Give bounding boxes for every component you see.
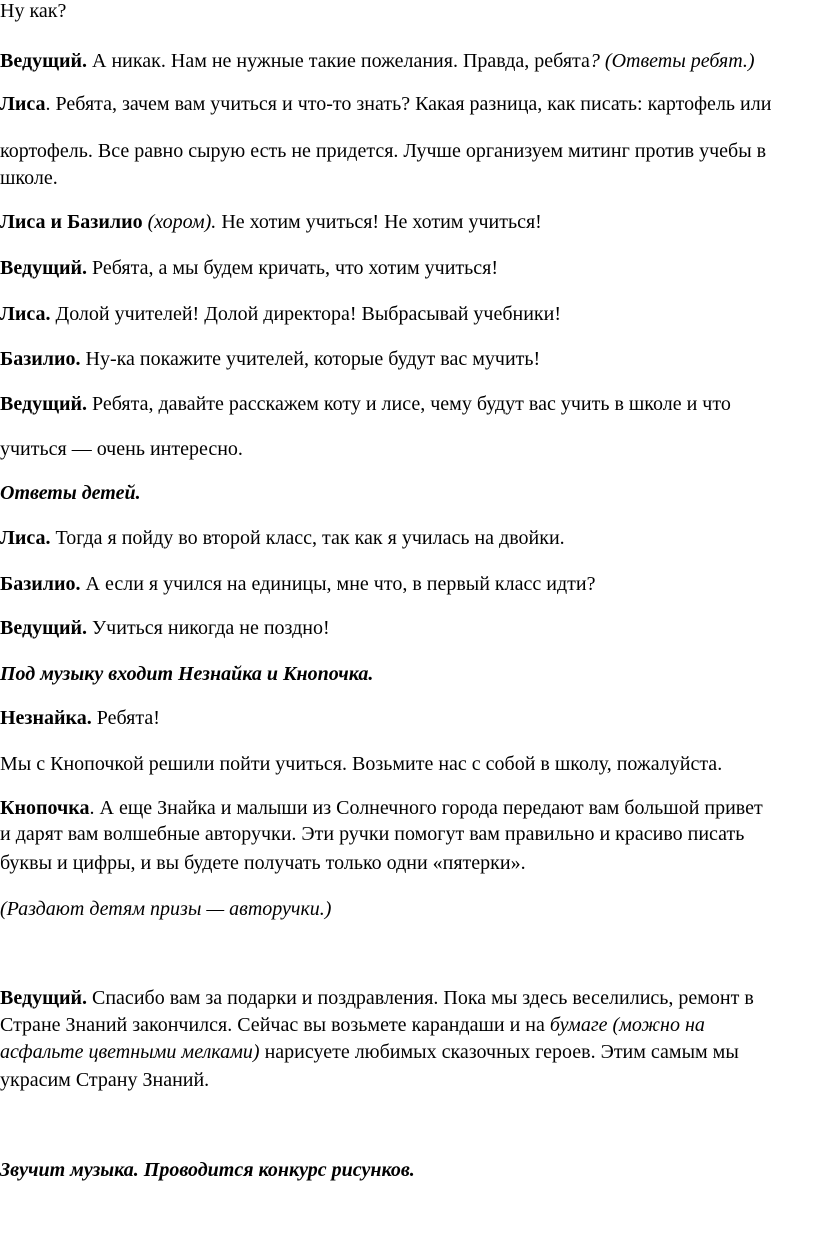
line-8-run-2: Долой учителей! Долой директора! Выбрасывай учебники! <box>50 303 561 325</box>
line-24-run-1: Стране Знаний закончился. Сейчас вы возьмете карандаши и на <box>0 1014 550 1036</box>
line-20-run-1: и дарят вам волшебные авторучки. Эти ручки помогут вам правильно и красиво писать <box>0 823 745 845</box>
line-9-run-1: Базилио. <box>0 348 81 370</box>
line-9-run-2: Ну-ка покажите учителей, которые будут вас мучить! <box>80 348 541 370</box>
line-13 <box>0 526 565 550</box>
line-3-run-2: . Ребята, зачем вам учиться и что-то знать? Какая разница, как писать: картофель или <box>45 93 772 115</box>
line-19-run-2: . А еще Знайка и малыши из Солнечного города передают вам большой привет <box>89 797 763 819</box>
line-4 <box>0 139 766 163</box>
line-8-run-1: Лиса. <box>0 303 51 325</box>
line-3-run-1: Лиса <box>0 93 46 115</box>
line-7 <box>0 256 498 280</box>
line-25-run-2: нарисуете любимых сказочных героев. Этим самым мы <box>259 1041 739 1063</box>
line-2-run-3: ? (Ответы ребят.) <box>589 50 755 72</box>
line-14-run-1: Базилио. <box>0 573 81 595</box>
line-17-run-1: Незнайка. <box>0 707 92 729</box>
line-3 <box>0 92 771 116</box>
line-16-run-1: Под музыку входит Незнайка и Кнопочка. <box>0 663 374 685</box>
line-14-run-2: А если я учился на единицы, мне что, в первый класс идти? <box>80 573 596 595</box>
line-5 <box>0 166 58 190</box>
line-12-run-1: Ответы детей. <box>0 482 141 504</box>
line-21-run-1: буквы и цифры, и вы будете получать только одни «пятерки». <box>0 852 526 874</box>
line-23-run-2: Спасибо вам за подарки и поздравления. Пока мы здесь веселились, ремонт в <box>87 987 754 1009</box>
line-10-run-1: Ведущий. <box>0 393 88 415</box>
line-2-run-2: А никак. Нам не нужные такие пожелания. Правда, ребята <box>87 50 590 72</box>
line-13-run-1: Лиса. <box>0 527 51 549</box>
line-7-run-1: Ведущий. <box>0 257 88 279</box>
line-23 <box>0 986 754 1010</box>
line-24-run-2: бумаге (можно на <box>549 1014 705 1036</box>
line-5-run-1: школе. <box>0 167 58 189</box>
line-25 <box>0 1040 739 1064</box>
line-10-run-2: Ребята, давайте расскажем коту и лисе, чему будут вас учить в школе и что <box>87 393 731 415</box>
line-4-run-1: кортофель. Все равно сырую есть не придется. Лучше организуем митинг против учебы в <box>0 140 767 162</box>
line-18-run-1: Мы с Кнопочкой решили пойти учиться. Возьмите нас с собой в школу, пожалуйста. <box>0 753 723 775</box>
line-26-run-1: украсим Страну Знаний. <box>0 1069 210 1091</box>
line-19-run-1: Кнопочка <box>0 797 90 819</box>
line-9 <box>0 347 540 371</box>
line-7-run-2: Ребята, а мы будем кричать, что хотим учиться! <box>87 257 498 279</box>
line-22-run-1: (Раздают детям призы — авторучки.) <box>0 898 332 920</box>
line-17 <box>0 706 160 730</box>
line-1 <box>0 0 66 23</box>
line-20 <box>0 822 744 846</box>
line-14 <box>0 572 595 596</box>
line-27 <box>0 1158 415 1182</box>
line-22 <box>0 897 331 921</box>
line-2-run-1: Ведущий. <box>0 50 88 72</box>
line-6-run-1: Лиса и Базилио <box>0 211 143 233</box>
line-21 <box>0 851 526 875</box>
line-15 <box>0 616 330 640</box>
line-11 <box>0 437 243 461</box>
line-6-run-3: Не хотим учиться! Не хотим учиться! <box>216 211 542 233</box>
line-11-run-1: учиться — очень интересно. <box>0 438 243 460</box>
line-10 <box>0 392 731 416</box>
line-1-run-1: Ну как? <box>0 0 67 22</box>
line-18 <box>0 752 722 776</box>
line-19 <box>0 796 763 820</box>
line-25-run-1: асфальте цветными мелками) <box>0 1041 260 1063</box>
line-15-run-1: Ведущий. <box>0 617 88 639</box>
line-8 <box>0 302 561 326</box>
line-24 <box>0 1013 705 1037</box>
line-26 <box>0 1068 209 1092</box>
line-6 <box>0 210 542 234</box>
line-12 <box>0 481 141 505</box>
line-13-run-2: Тогда я пойду во второй класс, так как я училась на двойки. <box>50 527 565 549</box>
line-16 <box>0 662 373 686</box>
line-27-run-1: Звучит музыка. Проводится конкурс рисунков. <box>0 1159 415 1181</box>
line-15-run-2: Учиться никогда не поздно! <box>87 617 330 639</box>
line-2 <box>0 49 755 73</box>
line-6-run-2: (хором). <box>142 211 217 233</box>
line-23-run-1: Ведущий. <box>0 987 88 1009</box>
line-17-run-2: Ребята! <box>91 707 160 729</box>
